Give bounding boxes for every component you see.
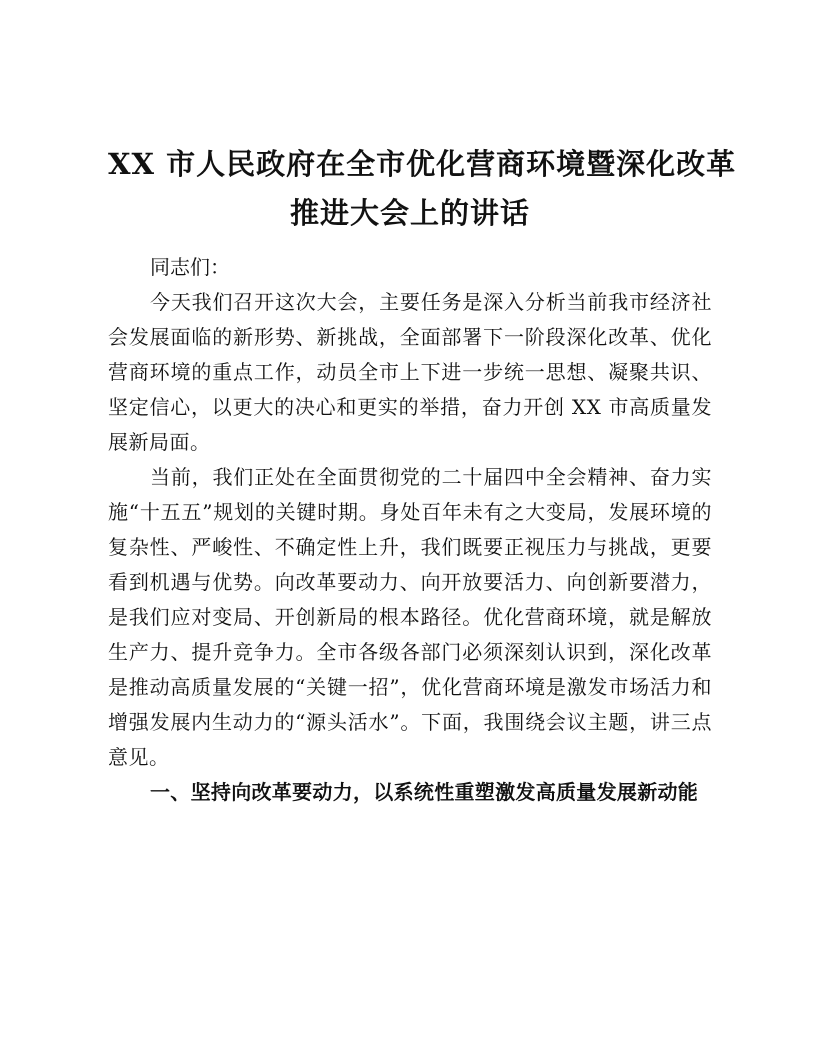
document-page	[108, 140, 737, 810]
title-line-2: 推进大会上的讲话	[289, 196, 530, 230]
title-line-1: XX 市人民政府在全市优化营商环境暨深化改革	[108, 147, 737, 181]
paragraph-opening: 今天我们召开这次大会，主要任务是深入分析当前我市经济社会发展面临的新形势、新挑战，全面部署下一阶段深化改革、优化营商环境的重点工作，动员全市上下进一步统一思想、凝聚共识、坚定信心，以更大的决心和更实的举措，奋力开创 XX 市高质量发展新局面。	[108, 290, 712, 454]
document-title	[108, 140, 737, 238]
section-heading: 一、坚持向改革要动力，以系统性重塑激发高质量发展新动能	[150, 780, 699, 804]
paragraph-context: 当前，我们正处在全面贯彻党的二十届四中全会精神、奋力实施“十五五”规划的关键时期。身处百年未有之大变局，发展环境的复杂性、严峻性、不确定性上升，我们既要正视压力与挑战，更要看到机遇与优势。向改革要动力、向开放要活力、向创新要潜力，是我们应对变局、开创新局的根本路径。优化营商环境，就是解放生产力、提升竞争力。全市各级各部门必须深刻认识到，深化改革是推动高质量发展的“关键一招”，优化营商环境是激发市场活力和增强发展内生动力的“源头活水”。下面，我围绕会议主题，讲三点意见。	[108, 465, 712, 769]
salutation: 同志们：	[150, 255, 230, 279]
